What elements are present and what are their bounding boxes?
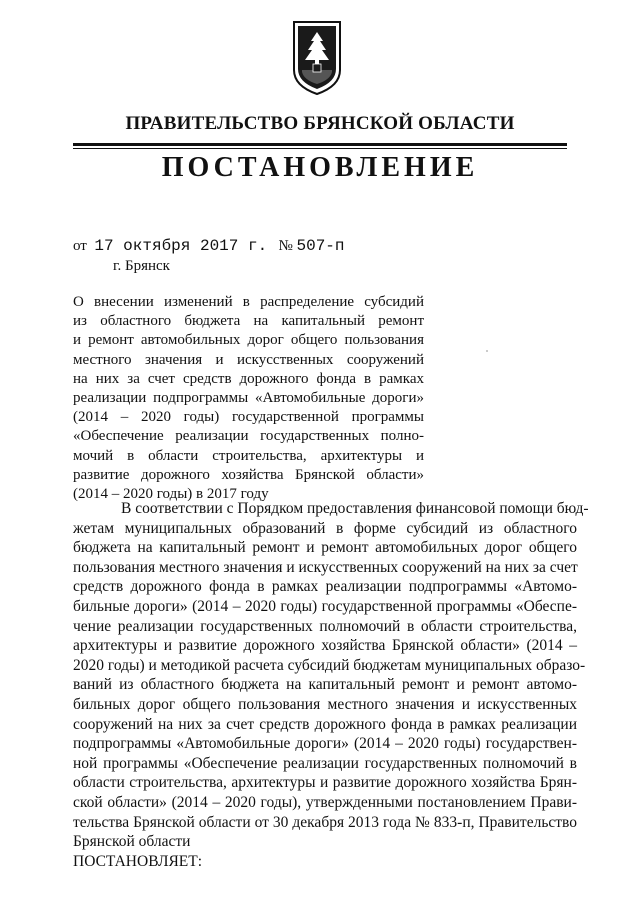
document-city: г. Брянск [113,258,170,274]
subject-line: О внесении изменений в распределение субсидий [73,294,424,310]
document-type-title: ПОСТАНОВЛЕНИЕ [161,152,479,183]
document-date: 17 октября 2017 г. [94,237,268,255]
document-body [73,499,589,871]
body-line: 2020 годы) и методикой расчета субсидий бюджетам муниципальных образо- [73,656,586,674]
subject-line: реализации подпрограммы «Автомобильные дороги» [73,390,424,407]
subject-line: и ремонт автомобильных дорог общего пользования [73,332,424,349]
body-line: Брянской области [73,833,191,851]
document-date-number [73,237,345,255]
subject-line: на них за счет средств дорожного фонда в рамках [73,370,424,387]
document-subject [73,293,424,504]
body-line: пользования местного значения и искусственных сооружений на них за счет [73,558,578,576]
body-line: бюджета на капитальный ремонт и ремонт автомобильных дорог общего [73,539,577,557]
subject-line: (2014 – 2020 годы) государственной программы [73,409,424,426]
body-line: тельства Брянской области от 30 декабря 2013 года № 833-п, Правительство [73,813,577,831]
subject-line: «Обеспечение реализации государственных полно- [73,428,424,445]
subject-line: развитие дорожного хозяйства Брянской области» [73,466,424,483]
body-line: подпрограммы «Автомобильные дороги» (2014 – 2020 годы) государствен- [73,735,577,753]
body-line: бильные дороги» (2014 – 2020 годы) государственной программы «Обеспе- [73,597,577,615]
scan-speck [486,350,488,352]
bryansk-coat-of-arms-icon [292,20,342,96]
subject-line: мочий в области строительства, архитектуры и [73,447,424,464]
header-rule-thin [73,148,567,149]
subject-line: (2014 – 2020 годы) в 2017 году [73,486,269,503]
subject-line: местного значения и искусственных сооружений [73,351,424,368]
government-title: ПРАВИТЕЛЬСТВО БРЯНСКОЙ ОБЛАСТИ [125,113,515,134]
body-line: средств дорожного фонда в рамках реализации подпрограммы «Автомо- [73,578,577,596]
subject-line: из областного бюджета на капитальный ремонт [73,313,424,330]
body-line: сооружений на них за счет средств дорожного фонда в рамках реализации [73,715,577,733]
number-prefix: № [278,238,293,254]
decree-word: ПОСТАНОВЛЯЕТ: [73,852,203,870]
body-line: В соответствии с Порядком предоставления финансовой помощи бюд- [121,500,589,517]
body-line: чение реализации государственных полномочий в области строительства, [73,617,577,635]
body-line: ваний из областного бюджета на капитальный ремонт и ремонт автомо- [73,676,577,694]
document-number: 507-п [296,237,345,255]
body-line: ной программы «Обеспечение реализации государственных полномочий в [73,754,577,772]
header-rule-thick [73,143,567,146]
body-line: жетам муниципальных образований в форме субсидий из областного [73,519,577,537]
body-line: бильных дорог общего пользования местного значения и искусственных [73,695,577,713]
date-prefix: от [73,238,87,254]
body-line: архитектуры и развитие дорожного хозяйства Брянской области» (2014 – [73,637,577,655]
body-line: области строительства, архитектуры и развитие дорожного хозяйства Брян- [73,774,577,792]
body-line: ской области» (2014 – 2020 годы), утвержденными постановлением Прави- [73,793,577,811]
